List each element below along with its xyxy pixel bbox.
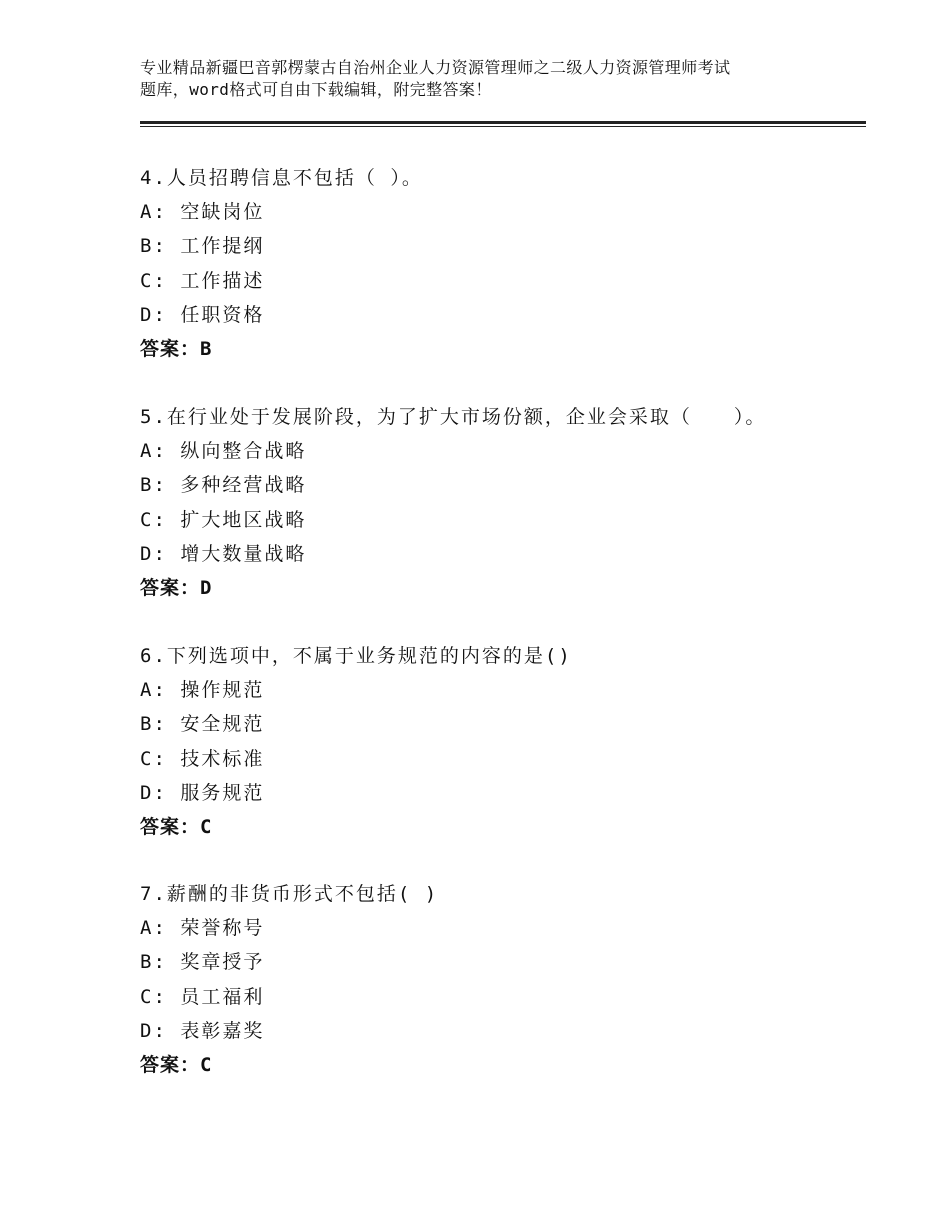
question-5 (140, 400, 860, 605)
question-4 (140, 161, 860, 366)
answer-label: 答案：B (140, 337, 213, 360)
question-stem: 7.薪酬的非货币形式不包括( ) (140, 883, 439, 905)
option-d: D: 增大数量战略 (140, 542, 307, 565)
option-b: B: 奖章授予 (140, 951, 265, 974)
option-a: A: 荣誉称号 (140, 917, 265, 940)
question-7 (140, 877, 860, 1082)
header-divider-thick (140, 121, 866, 124)
answer-label: 答案：D (140, 576, 213, 599)
option-c: C: 员工福利 (140, 985, 265, 1008)
option-d: D: 服务规范 (140, 781, 265, 804)
option-b: B: 工作提纲 (140, 235, 265, 258)
option-c: C: 工作描述 (140, 269, 265, 292)
header-divider-thin (140, 126, 866, 127)
answer-label: 答案：C (140, 1053, 213, 1076)
question-stem: 5.在行业处于发展阶段，为了扩大市场份额，企业会采取（ ）。 (140, 406, 767, 428)
header-line-2: 题库，word格式可自由下载编辑，附完整答案！ (140, 80, 492, 99)
option-d: D: 任职资格 (140, 303, 265, 326)
answer-label: 答案：C (140, 815, 213, 838)
question-6 (140, 639, 860, 844)
question-stem: 6.下列选项中，不属于业务规范的内容的是() (140, 645, 572, 667)
option-b: B: 多种经营战略 (140, 474, 307, 497)
document-header (140, 57, 840, 101)
question-stem: 4.人员招聘信息不包括（ ）。 (140, 167, 423, 189)
option-a: A: 空缺岗位 (140, 201, 265, 224)
option-a: A: 操作规范 (140, 679, 265, 702)
option-d: D: 表彰嘉奖 (140, 1019, 265, 1042)
option-c: C: 扩大地区战略 (140, 508, 307, 531)
header-line-1: 专业精品新疆巴音郭楞蒙古自治州企业人力资源管理师之二级人力资源管理师考试 (140, 58, 731, 77)
option-b: B: 安全规范 (140, 713, 265, 736)
option-c: C: 技术标准 (140, 747, 265, 770)
option-a: A: 纵向整合战略 (140, 440, 307, 463)
